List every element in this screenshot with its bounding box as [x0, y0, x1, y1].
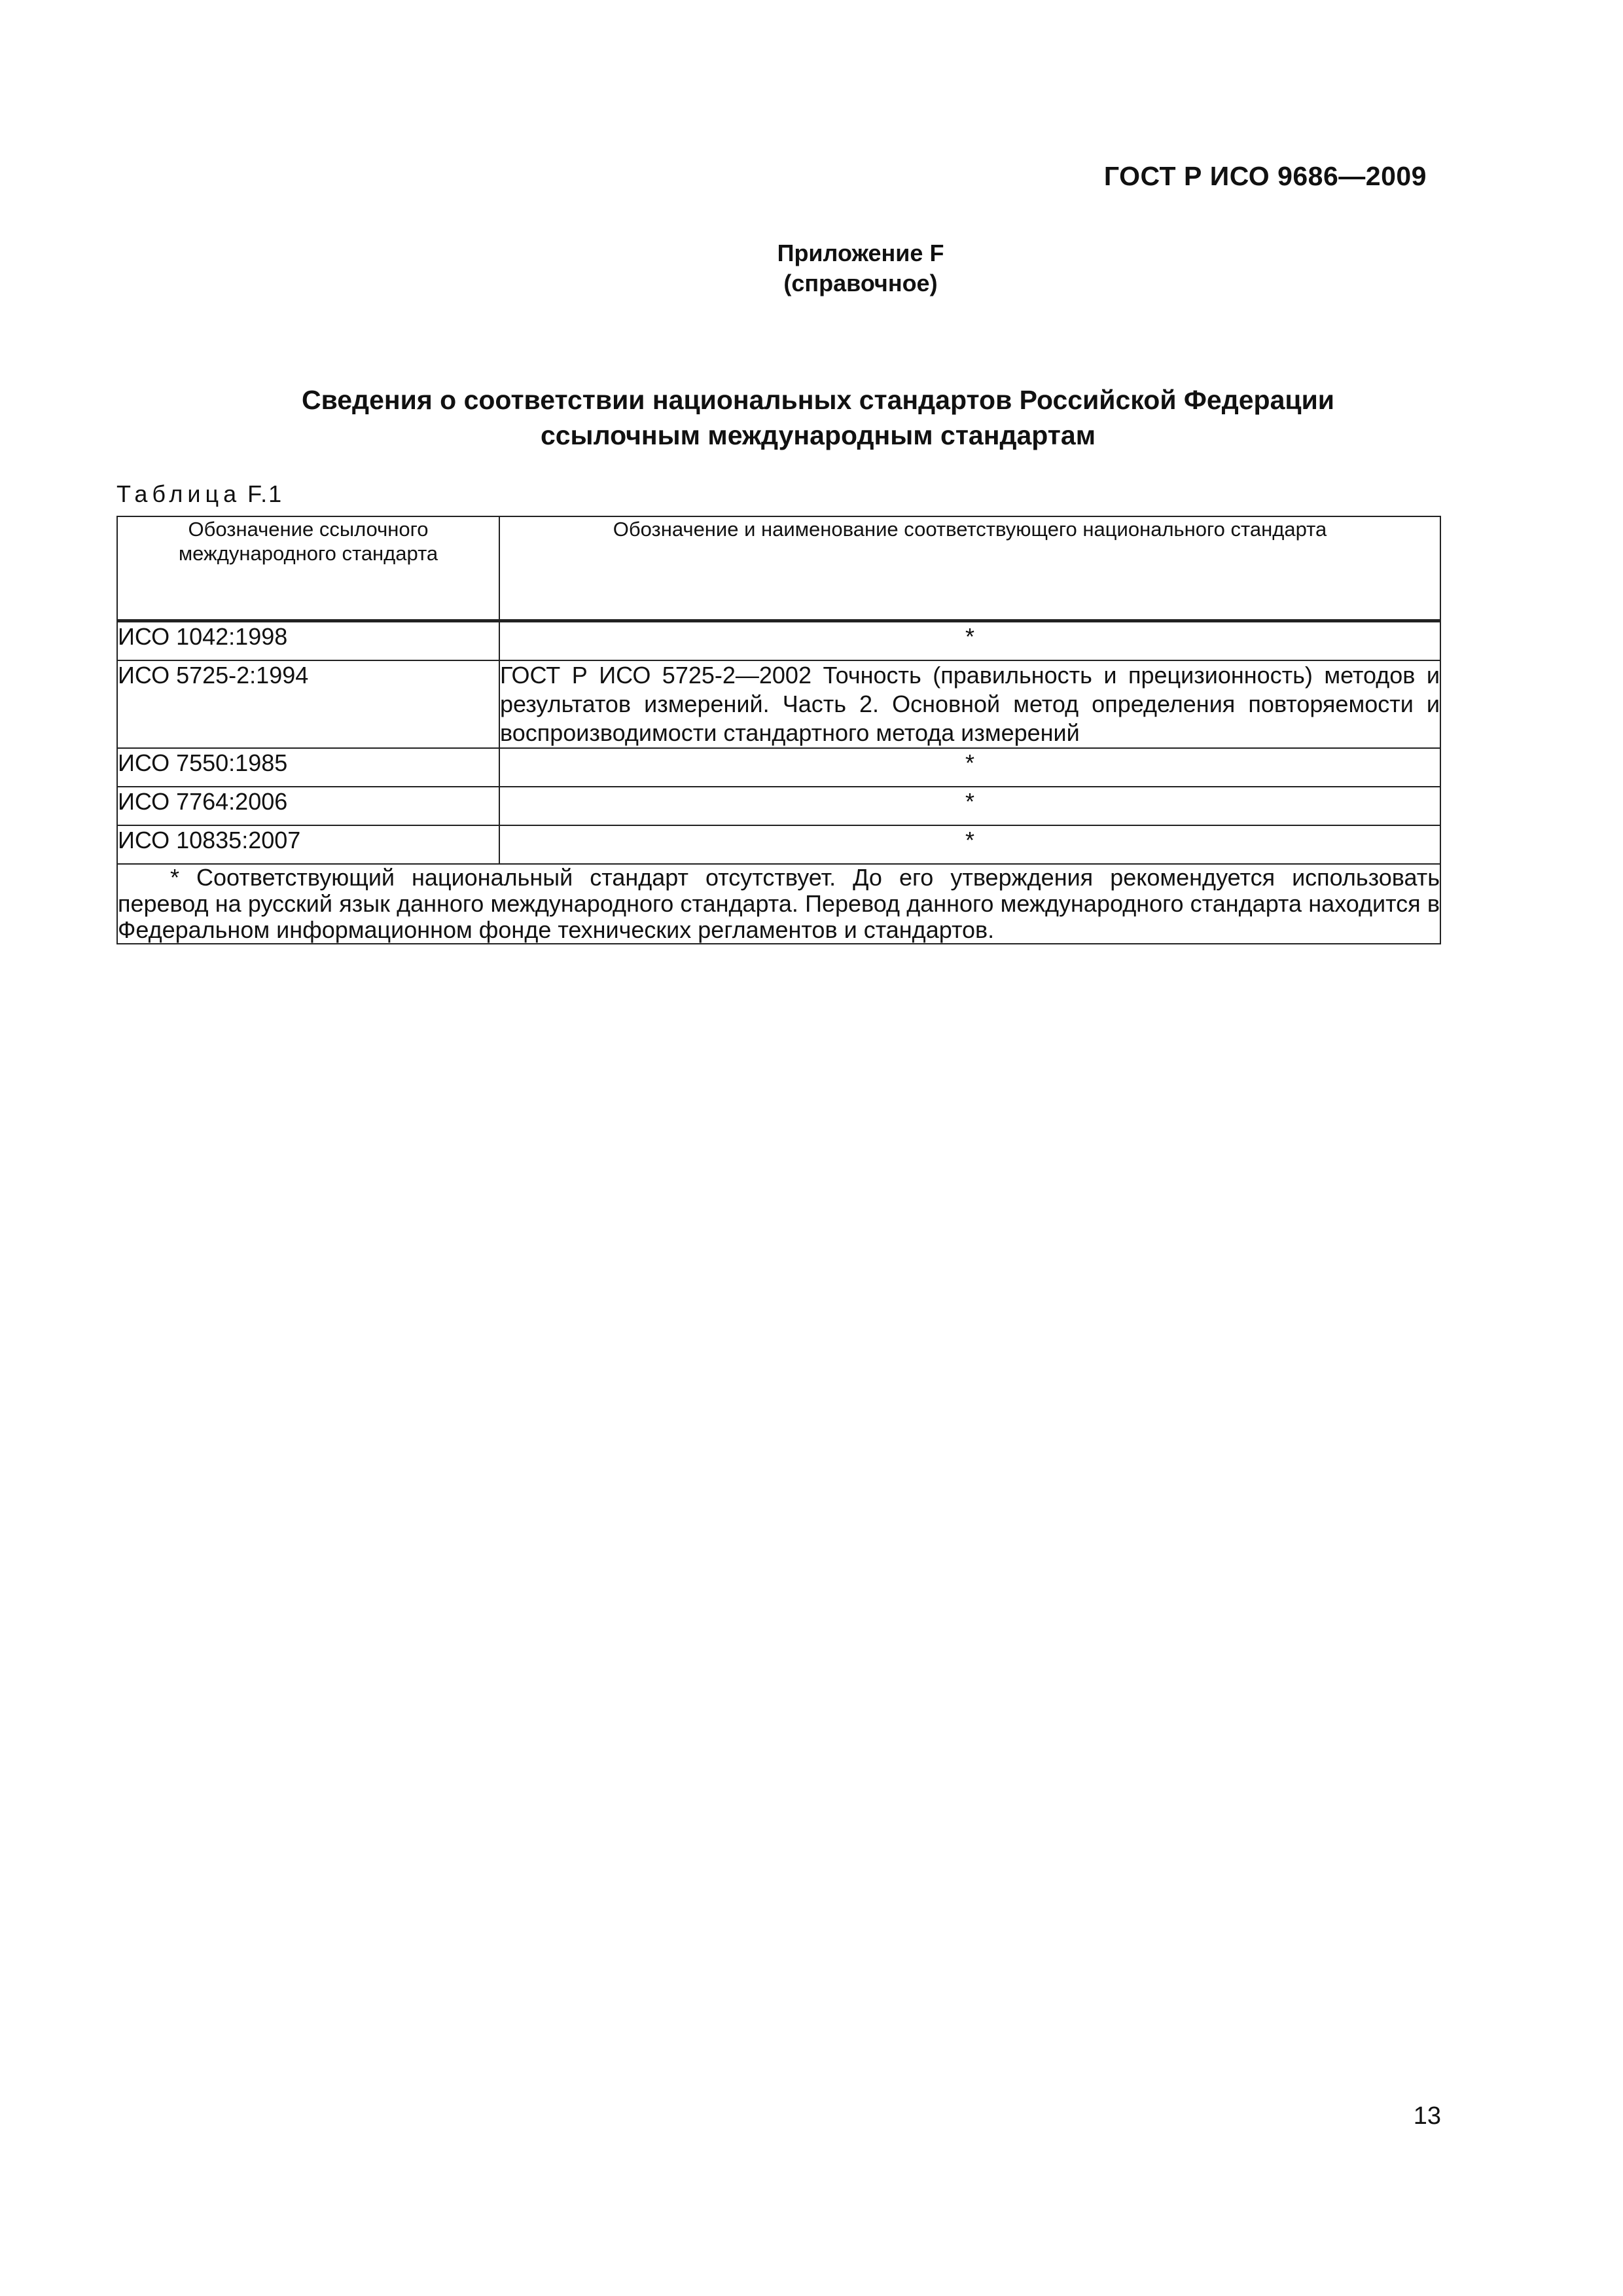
document-code: ГОСТ Р ИСО 9686—2009 — [1103, 161, 1427, 191]
table-row — [117, 748, 1440, 787]
table-row — [117, 621, 1440, 661]
header-national-standard: Обозначение и наименование соответствующего национального стандарта — [499, 516, 1440, 621]
section-title — [0, 382, 1623, 453]
international-code-cell: ИСО 7550:1985 — [117, 748, 499, 787]
table-row — [117, 660, 1440, 748]
table-row — [117, 787, 1440, 825]
annex-subtitle: (справочное) — [783, 270, 938, 296]
page-number: 13 — [1413, 2102, 1441, 2130]
table-row — [117, 825, 1440, 864]
annex-title: Приложение F — [777, 240, 944, 266]
national-standard-cell: ГОСТ Р ИСО 5725-2—2002 Точность (правильность и прецизионность) методов и результатов измерений. Часть 2. Основной метод определения повторяемости и воспроизводимости стандартного метода измерений — [499, 660, 1440, 748]
annex-heading — [0, 238, 1623, 298]
national-standard-cell: * — [499, 748, 1440, 787]
table-footnote-row — [117, 864, 1440, 944]
table-caption — [116, 480, 283, 508]
national-standard-cell: * — [499, 787, 1440, 825]
table-footnote: * Соответствующий национальный стандарт отсутствует. До его утверждения рекомендуется использовать перевод на русский язык данного международного стандарта. Перевод данного международного стандарта находится в Федеральном информационном фонде технических регламентов и стандартов. — [118, 864, 1440, 943]
national-standard-cell: * — [499, 621, 1440, 661]
table-caption-number: F.1 — [247, 480, 283, 507]
national-standard-cell: * — [499, 825, 1440, 864]
section-title-line-2: ссылочным международным стандартам — [540, 420, 1096, 450]
table-header-row — [117, 516, 1440, 621]
international-code-cell: ИСО 10835:2007 — [117, 825, 499, 864]
table-caption-word: Таблица — [116, 480, 241, 507]
international-code-cell: ИСО 7764:2006 — [117, 787, 499, 825]
correspondence-table — [116, 516, 1441, 944]
international-code-cell: ИСО 1042:1998 — [117, 621, 499, 661]
international-code-cell: ИСО 5725-2:1994 — [117, 660, 499, 748]
section-title-line-1: Сведения о соответствии национальных стандартов Российской Федерации — [301, 385, 1335, 415]
header-international-standard: Обозначение ссылочного международного стандарта — [117, 516, 499, 621]
